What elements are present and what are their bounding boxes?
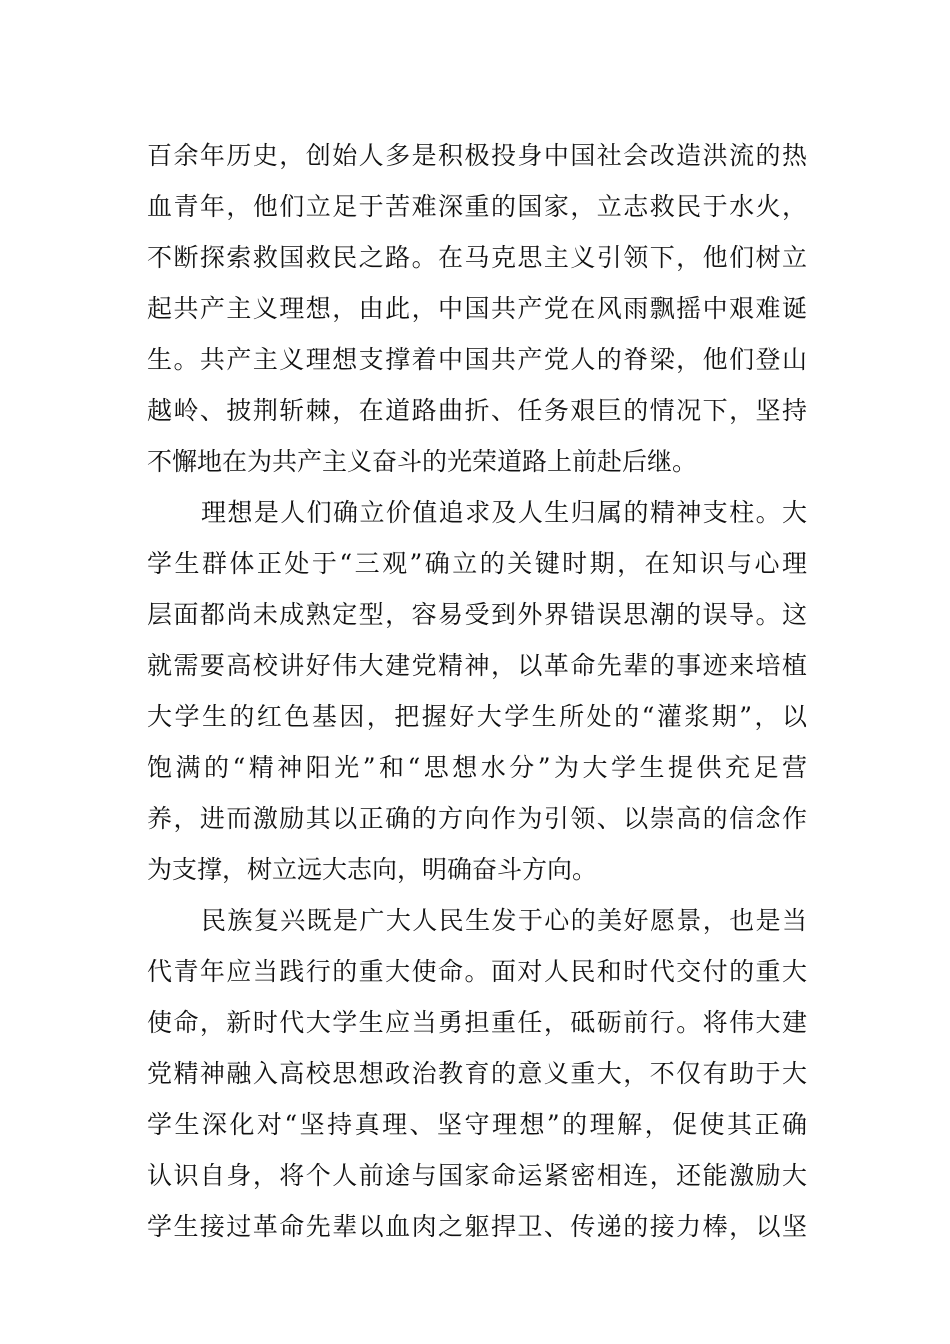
text-line: 养，进而激励其以正确的方向作为引领、以崇高的信念作 — [147, 804, 807, 833]
text-line: 理想是人们确立价值追求及人生归属的精神支柱。大 — [201, 498, 807, 527]
paragraph-1 — [147, 130, 807, 487]
paragraph-3 — [147, 895, 807, 1252]
text-line: 血青年，他们立足于苦难深重的国家，立志救民于水火， — [147, 192, 807, 221]
text-line: 学生深化对“坚持真理、坚守理想”的理解，促使其正确 — [147, 1110, 807, 1139]
text-line: 大学生的红色基因，把握好大学生所处的“灌浆期”，以 — [147, 702, 807, 731]
text-line: 使命，新时代大学生应当勇担重任，砥砺前行。将伟大建 — [147, 1008, 807, 1037]
text-line: 就需要高校讲好伟大建党精神，以革命先辈的事迹来培植 — [147, 651, 807, 680]
text-line: 百余年历史，创始人多是积极投身中国社会改造洪流的热 — [147, 141, 807, 170]
text-line: 越岭、披荆斩棘，在道路曲折、任务艰巨的情况下，坚持 — [147, 396, 807, 425]
text-line: 为支撑，树立远大志向，明确奋斗方向。 — [147, 855, 598, 884]
text-line: 起共产主义理想，由此，中国共产党在风雨飘摇中艰难诞 — [147, 294, 807, 323]
text-line: 饱满的“精神阳光”和“思想水分”为大学生提供充足营 — [147, 753, 807, 782]
text-line: 党精神融入高校思想政治教育的意义重大，不仅有助于大 — [147, 1059, 807, 1088]
text-line: 层面都尚未成熟定型，容易受到外界错误思潮的误导。这 — [147, 600, 807, 629]
text-line: 学生接过革命先辈以血肉之躯捍卫、传递的接力棒，以坚 — [147, 1212, 807, 1241]
text-line: 民族复兴既是广大人民生发于心的美好愿景，也是当 — [201, 906, 807, 935]
text-line: 代青年应当践行的重大使命。面对人民和时代交付的重大 — [147, 957, 807, 986]
text-line: 不断探索救国救民之路。在马克思主义引领下，他们树立 — [147, 243, 807, 272]
paragraph-2 — [147, 487, 807, 895]
text-line: 认识自身，将个人前途与国家命运紧密相连，还能激励大 — [147, 1161, 807, 1190]
text-line: 学生群体正处于“三观”确立的关键时期，在知识与心理 — [147, 549, 807, 578]
body-text — [147, 130, 807, 1252]
text-line: 不懈地在为共产主义奋斗的光荣道路上前赴后继。 — [147, 447, 698, 476]
text-line: 生。共产主义理想支撑着中国共产党人的脊梁，他们登山 — [147, 345, 807, 374]
